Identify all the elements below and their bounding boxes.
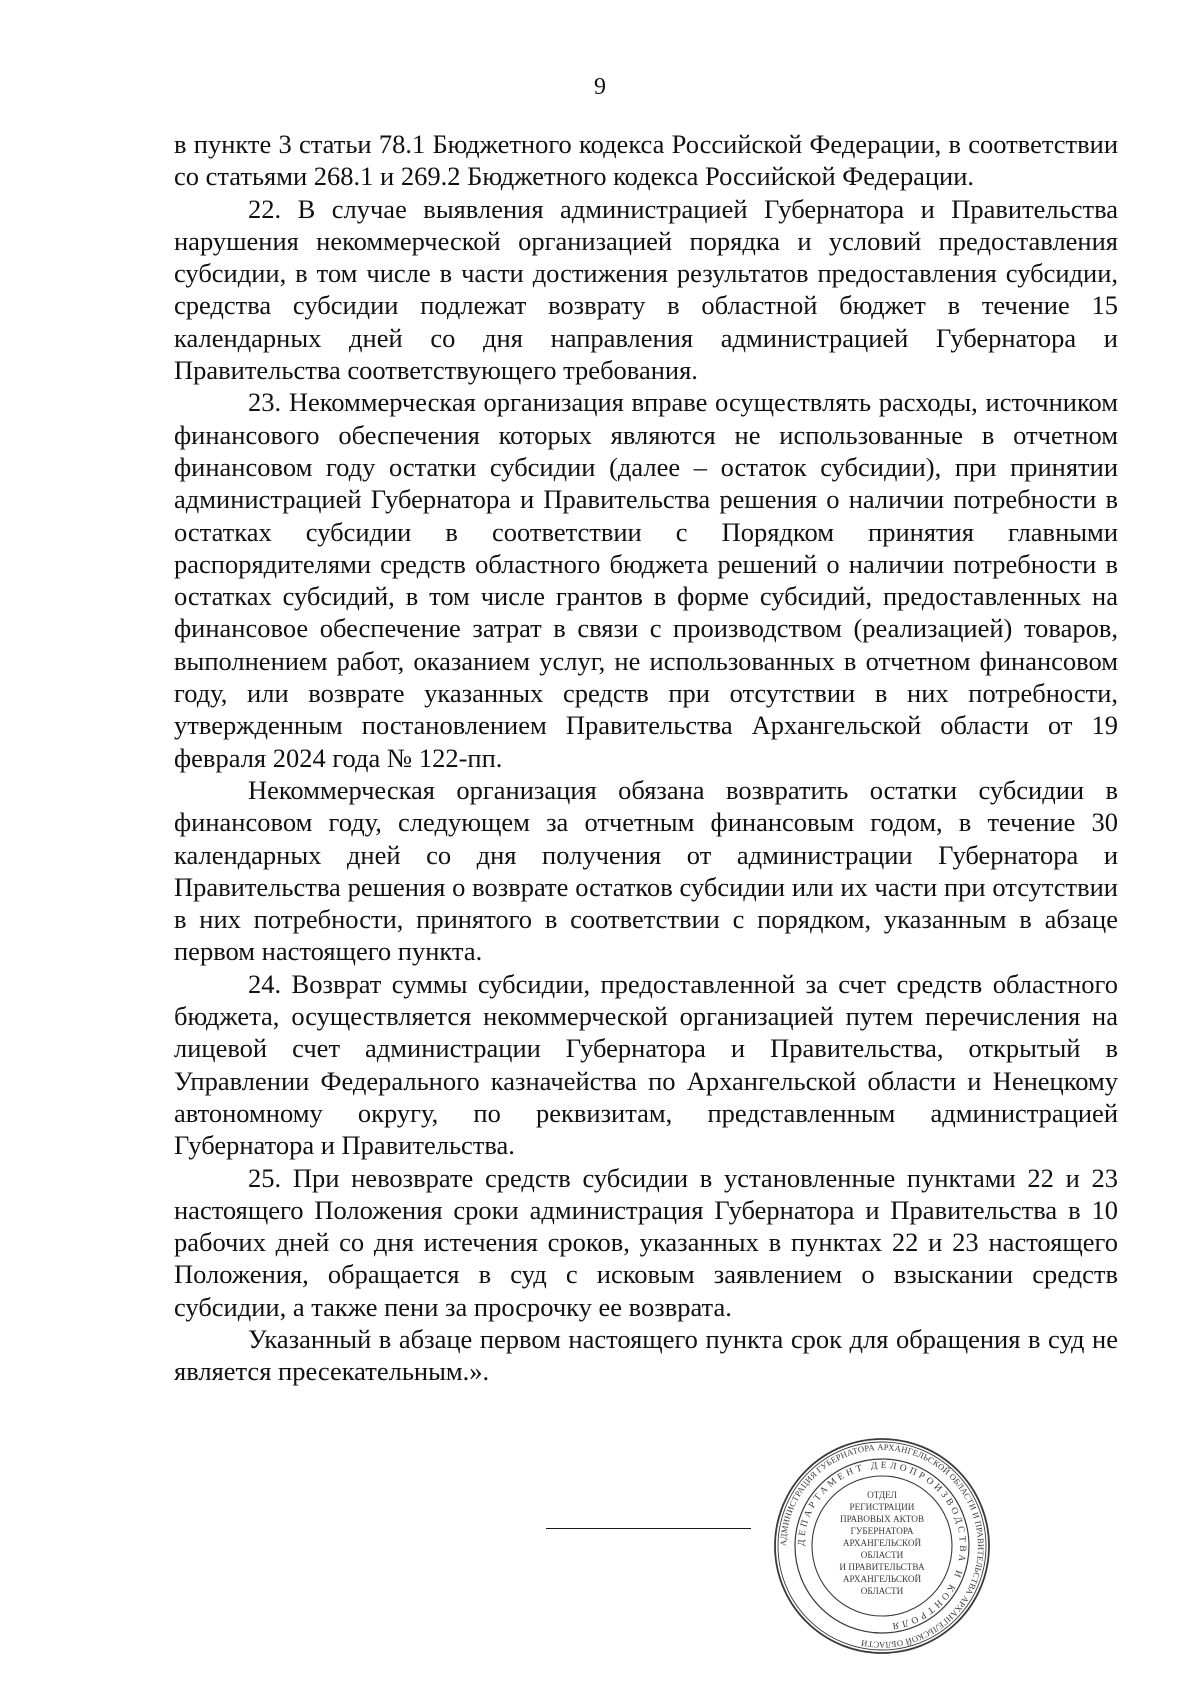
paragraph-item-22: 22. В случае выявления администрацией Губернатора и Правительства нарушения некоммерческой организацией порядка и условий предоставления субсидии, в том числе в части достижения результатов предоставления субсидии, средства субсидии подлежат возврату в областной бюджет в течение 15 календарных дней со дня направления администрацией Губернатора и Правительства соответствующего требования. [174,193,1118,386]
seal-center-line: ГУБЕРНАТОРА [850,1526,914,1536]
paragraph-item-24: 24. Возврат суммы субсидии, предоставленной за счет средств областного бюджета, осуществляется некоммерческой организацией путем перечисления на лицевой счет администрации Губернатора и Правительства, открытый в Управлении Федерального казначейства по Архангельской области и Ненецкому автономному округу, по реквизитам, представленным администрацией Губернатора и Правительства. [174,968,1118,1161]
paragraph-continuation: в пункте 3 статьи 78.1 Бюджетного кодекса Российской Федерации, в соответствии со статьями 268.1 и 269.2 Бюджетного кодекса Российской Федерации. [174,129,1118,192]
seal-center-line: ПРАВОВЫХ АКТОВ [839,1514,925,1524]
seal-center-line: ОБЛАСТИ [860,1550,904,1560]
paragraph-item-23: 23. Некоммерческая организация вправе осуществлять расходы, источником финансового обеспечения которых являются не использованные в отчетном финансовом году остатки субсидии (далее – остаток субсидии), при принятии администрацией Губернатора и Правительства решения о наличии потребности в остатках субсидии в соответствии с Порядком принятия главными распорядителями средств областного бюджета решений о наличии потребности в остатках субсидий, в том числе грантов в форме субсидий, предоставленных на финансовое обеспечение затрат в связи с производством (реализацией) товаров, выполнением работ, оказанием услуг, не использованных в отчетном финансовом году, или возврате указанных средств при отсутствии в них потребности, утвержденным постановлением Правительства Архангельской области от 19 февраля 2024 года № 122-пп. [174,387,1118,773]
page-number: 9 [594,74,606,100]
seal-center-line: ОБЛАСТИ [860,1586,904,1596]
seal-inner-ring-text: ДЕПАРТАМЕНТ ДЕЛОПРОИЗВОДСТВА И КОНТРОЛЯ [796,1460,968,1631]
seal-outer-ring-text: АДМИНИСТРАЦИЯ ГУБЕРНАТОРА АРХАНГЕЛЬСКОЙ ОБЛАСТИ И ПРАВИТЕЛЬСТВА АРХАНГЕЛЬСКОЙ ОБЛАСТИ [777,1441,987,1651]
paragraph-item-25-second: Указанный в абзаце первом настоящего пункта срок для обращения в суд не является пресекательным.». [174,1323,1118,1387]
seal-center-line: АРХАНГЕЛЬСКОЙ [842,1538,922,1548]
official-seal-stamp [772,1436,992,1656]
seal-center-line: АРХАНГЕЛЬСКОЙ [842,1574,922,1584]
signature-line [546,1528,751,1529]
seal-center-line: РЕГИСТРАЦИИ [849,1502,915,1512]
seal-center-line: ОТДЕЛ [867,1490,897,1500]
document-body [174,128,1118,1388]
paragraph-item-23-second: Некоммерческая организация обязана возвратить остатки субсидии в финансовом году, следующем за отчетным финансовым годом, в течение 30 календарных дней со дня получения от администрации Губернатора и Правительства решения о возврате остатков субсидии или их части при отсутствии в них потребности, принятого в соответствии с порядком, указанным в абзаце первом настоящего пункта. [174,774,1118,967]
paragraph-item-25: 25. При невозврате средств субсидии в установленные пунктами 22 и 23 настоящего Положения сроки администрация Губернатора и Правительства в 10 рабочих дней со дня истечения сроков, указанных в пунктах 22 и 23 настоящего Положения, обращается в суд с исковым заявлением о взыскании средств субсидии, а также пени за просрочку ее возврата. [174,1162,1118,1322]
seal-center-line: И ПРАВИТЕЛЬСТВА [839,1562,925,1572]
